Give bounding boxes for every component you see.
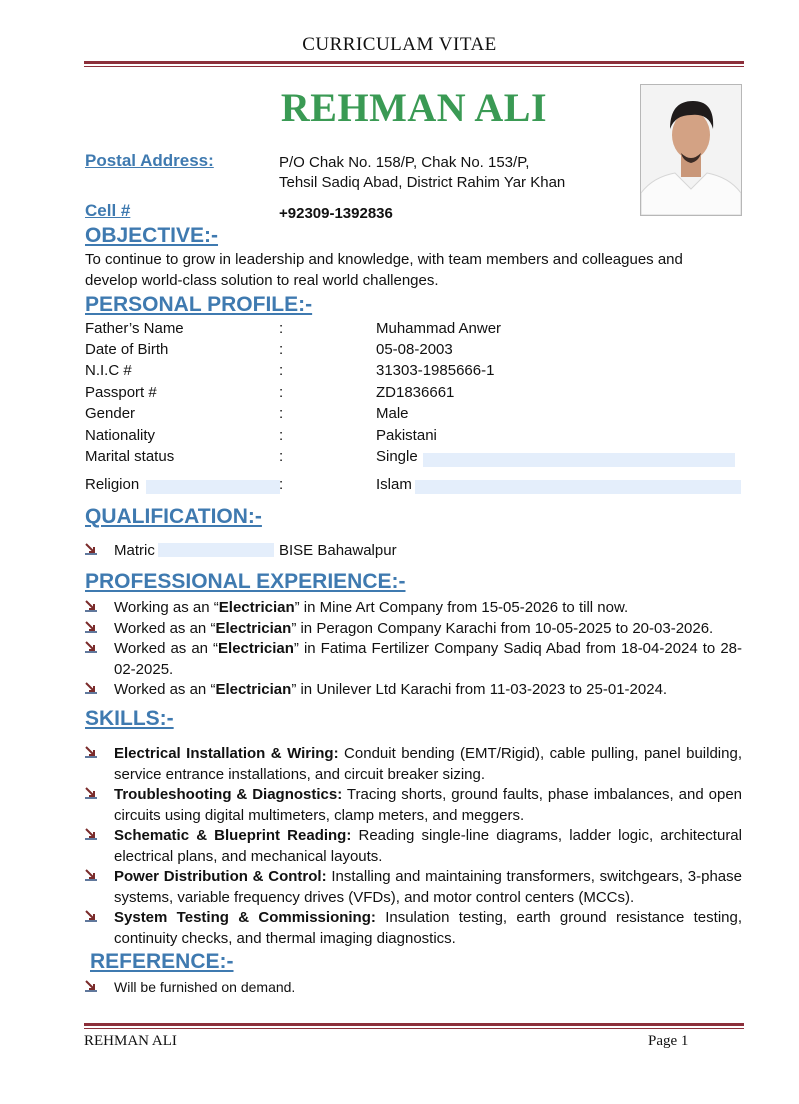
header-rule-thin xyxy=(84,66,744,67)
profile-label: Nationality xyxy=(85,427,156,444)
skill-title: System Testing & Commissioning: xyxy=(114,909,376,926)
experience-pre: Worked as an “ xyxy=(114,620,216,637)
experience-role: Electrician xyxy=(215,681,292,698)
profile-separator: : xyxy=(279,405,284,422)
footer-name: REHMAN ALI xyxy=(84,1033,177,1049)
arrow-bullet-icon xyxy=(84,681,98,695)
profile-value: Pakistani xyxy=(376,427,437,444)
experience-pre: Worked as an “ xyxy=(114,681,216,698)
header-rule xyxy=(84,61,744,64)
arrow-bullet-icon xyxy=(84,620,98,634)
arrow-bullet-icon xyxy=(84,640,98,654)
experience-post: ” in Peragon Company Karachi from 10-05-2025 to 20-03-2026. xyxy=(291,620,714,637)
person-photo-icon xyxy=(641,85,741,215)
profile-value: Single xyxy=(376,448,418,465)
profile-separator: : xyxy=(279,341,284,358)
experience-post: ” in Mine Art Company from 15-05-2026 to till now. xyxy=(294,599,629,616)
profile-label: Father’s Name xyxy=(85,320,184,337)
profile-separator: : xyxy=(279,362,284,379)
profile-row-fathers-name xyxy=(85,320,745,341)
arrow-bullet-icon xyxy=(84,979,98,993)
cell-value: +92309-1392836 xyxy=(279,205,393,222)
objective-heading: OBJECTIVE:- xyxy=(85,224,219,247)
arrow-bullet-icon xyxy=(84,599,98,613)
profile-row-religion xyxy=(85,476,745,497)
profile-value: Muhammad Anwer xyxy=(376,320,502,337)
skill-title: Power Distribution & Control: xyxy=(114,868,327,885)
document-header-title: CURRICULAM VITAE xyxy=(302,34,497,55)
experience-post: ” in Fatima Fertilizer Company Sadiq Abad from 18-04-2024 to 28-02-2025. xyxy=(114,640,742,678)
experience-heading: PROFESSIONAL EXPERIENCE:- xyxy=(85,570,406,593)
profile-value: 05-08-2003 xyxy=(376,341,453,358)
arrow-bullet-icon xyxy=(84,868,98,882)
highlight-qualification xyxy=(158,543,274,557)
profile-row-gender xyxy=(85,405,745,426)
reference-heading: REFERENCE:- xyxy=(90,950,234,973)
profile-separator: : xyxy=(279,320,284,337)
profile-label: Marital status xyxy=(85,448,175,465)
experience-post: ” in Unilever Ltd Karachi from 11-03-2023 to 25-01-2024. xyxy=(291,681,668,698)
experience-role: Electrician xyxy=(215,620,292,637)
profile-row-marital-status xyxy=(85,448,745,469)
profile-label: Date of Birth xyxy=(85,341,169,358)
arrow-bullet-icon xyxy=(84,542,98,556)
footer-rule-thin xyxy=(84,1028,744,1029)
skill-text: Tracing shorts, ground faults, phase imbalances, and open circuits using digital multimeters, clamp meters, and meggers. xyxy=(114,786,743,824)
cell-label: Cell # xyxy=(85,201,131,220)
profile-label: N.I.C # xyxy=(85,362,132,379)
profile-separator: : xyxy=(279,448,284,465)
skill-title: Schematic & Blueprint Reading: xyxy=(114,827,352,844)
objective-text: To continue to grow in leadership and knowledge, with team members and colleagues and develop world-class solution to real world challenges. xyxy=(85,251,683,289)
experience-role: Electrician xyxy=(218,640,294,657)
profile-value: ZD1836661 xyxy=(376,384,455,401)
profile-separator: : xyxy=(279,384,284,401)
postal-address-label: Postal Address: xyxy=(85,151,214,170)
skill-text: Conduit bending (EMT/Rigid), cable pulling, panel building, service entrance installations, and circuit breaker sizing. xyxy=(114,745,742,783)
arrow-bullet-icon xyxy=(84,745,98,759)
reference-text: Will be furnished on demand. xyxy=(114,979,296,995)
profile-row-date-of-birth xyxy=(85,341,745,362)
profile-photo xyxy=(640,84,742,216)
profile-value: Islam xyxy=(376,476,412,493)
profile-row-nic xyxy=(85,362,745,383)
skill-title: Electrical Installation & Wiring: xyxy=(114,745,339,762)
profile-row-nationality xyxy=(85,427,745,448)
skill-text: Installing and maintaining transformers, switchgears, 3-phase systems, variable frequency drives (VFDs), and motor control centers (MCCs). xyxy=(114,868,742,906)
qualification-heading: QUALIFICATION:- xyxy=(85,505,262,528)
profile-label: Gender xyxy=(85,405,136,422)
footer-rule xyxy=(84,1023,744,1026)
profile-row-passport xyxy=(85,384,745,405)
arrow-bullet-icon xyxy=(84,786,98,800)
skills-heading: SKILLS:- xyxy=(85,707,174,730)
experience-pre: Working as an “ xyxy=(114,599,219,616)
qualification-board: BISE Bahawalpur xyxy=(279,542,397,559)
personal-profile-heading: PERSONAL PROFILE:- xyxy=(85,293,313,316)
experience-role: Electrician xyxy=(218,599,295,616)
profile-label: Passport # xyxy=(85,384,157,401)
profile-value: Male xyxy=(376,405,409,422)
skill-text: Insulation testing, earth ground resistance testing, continuity checks, and thermal imaging diagnostics. xyxy=(114,909,742,947)
page-number: Page 1 xyxy=(648,1033,689,1049)
experience-pre: Worked as an “ xyxy=(114,640,219,657)
profile-value: 31303-1985666-1 xyxy=(376,362,495,379)
skill-text: Reading single-line diagrams, ladder logic, architectural electrical plans, and mechanical layouts. xyxy=(114,827,742,865)
postal-address-line1: P/O Chak No. 158/P, Chak No. 153/P, xyxy=(279,154,530,171)
skill-title: Troubleshooting & Diagnostics: xyxy=(114,786,343,803)
profile-separator: : xyxy=(279,427,284,444)
qualification-degree: Matric xyxy=(114,542,155,559)
arrow-bullet-icon xyxy=(84,827,98,841)
postal-address-line2: Tehsil Sadiq Abad, District Rahim Yar Khan xyxy=(279,174,566,191)
profile-separator: : xyxy=(279,476,284,493)
profile-label: Religion xyxy=(85,476,140,493)
arrow-bullet-icon xyxy=(84,909,98,923)
candidate-name: REHMAN ALI xyxy=(280,85,548,130)
